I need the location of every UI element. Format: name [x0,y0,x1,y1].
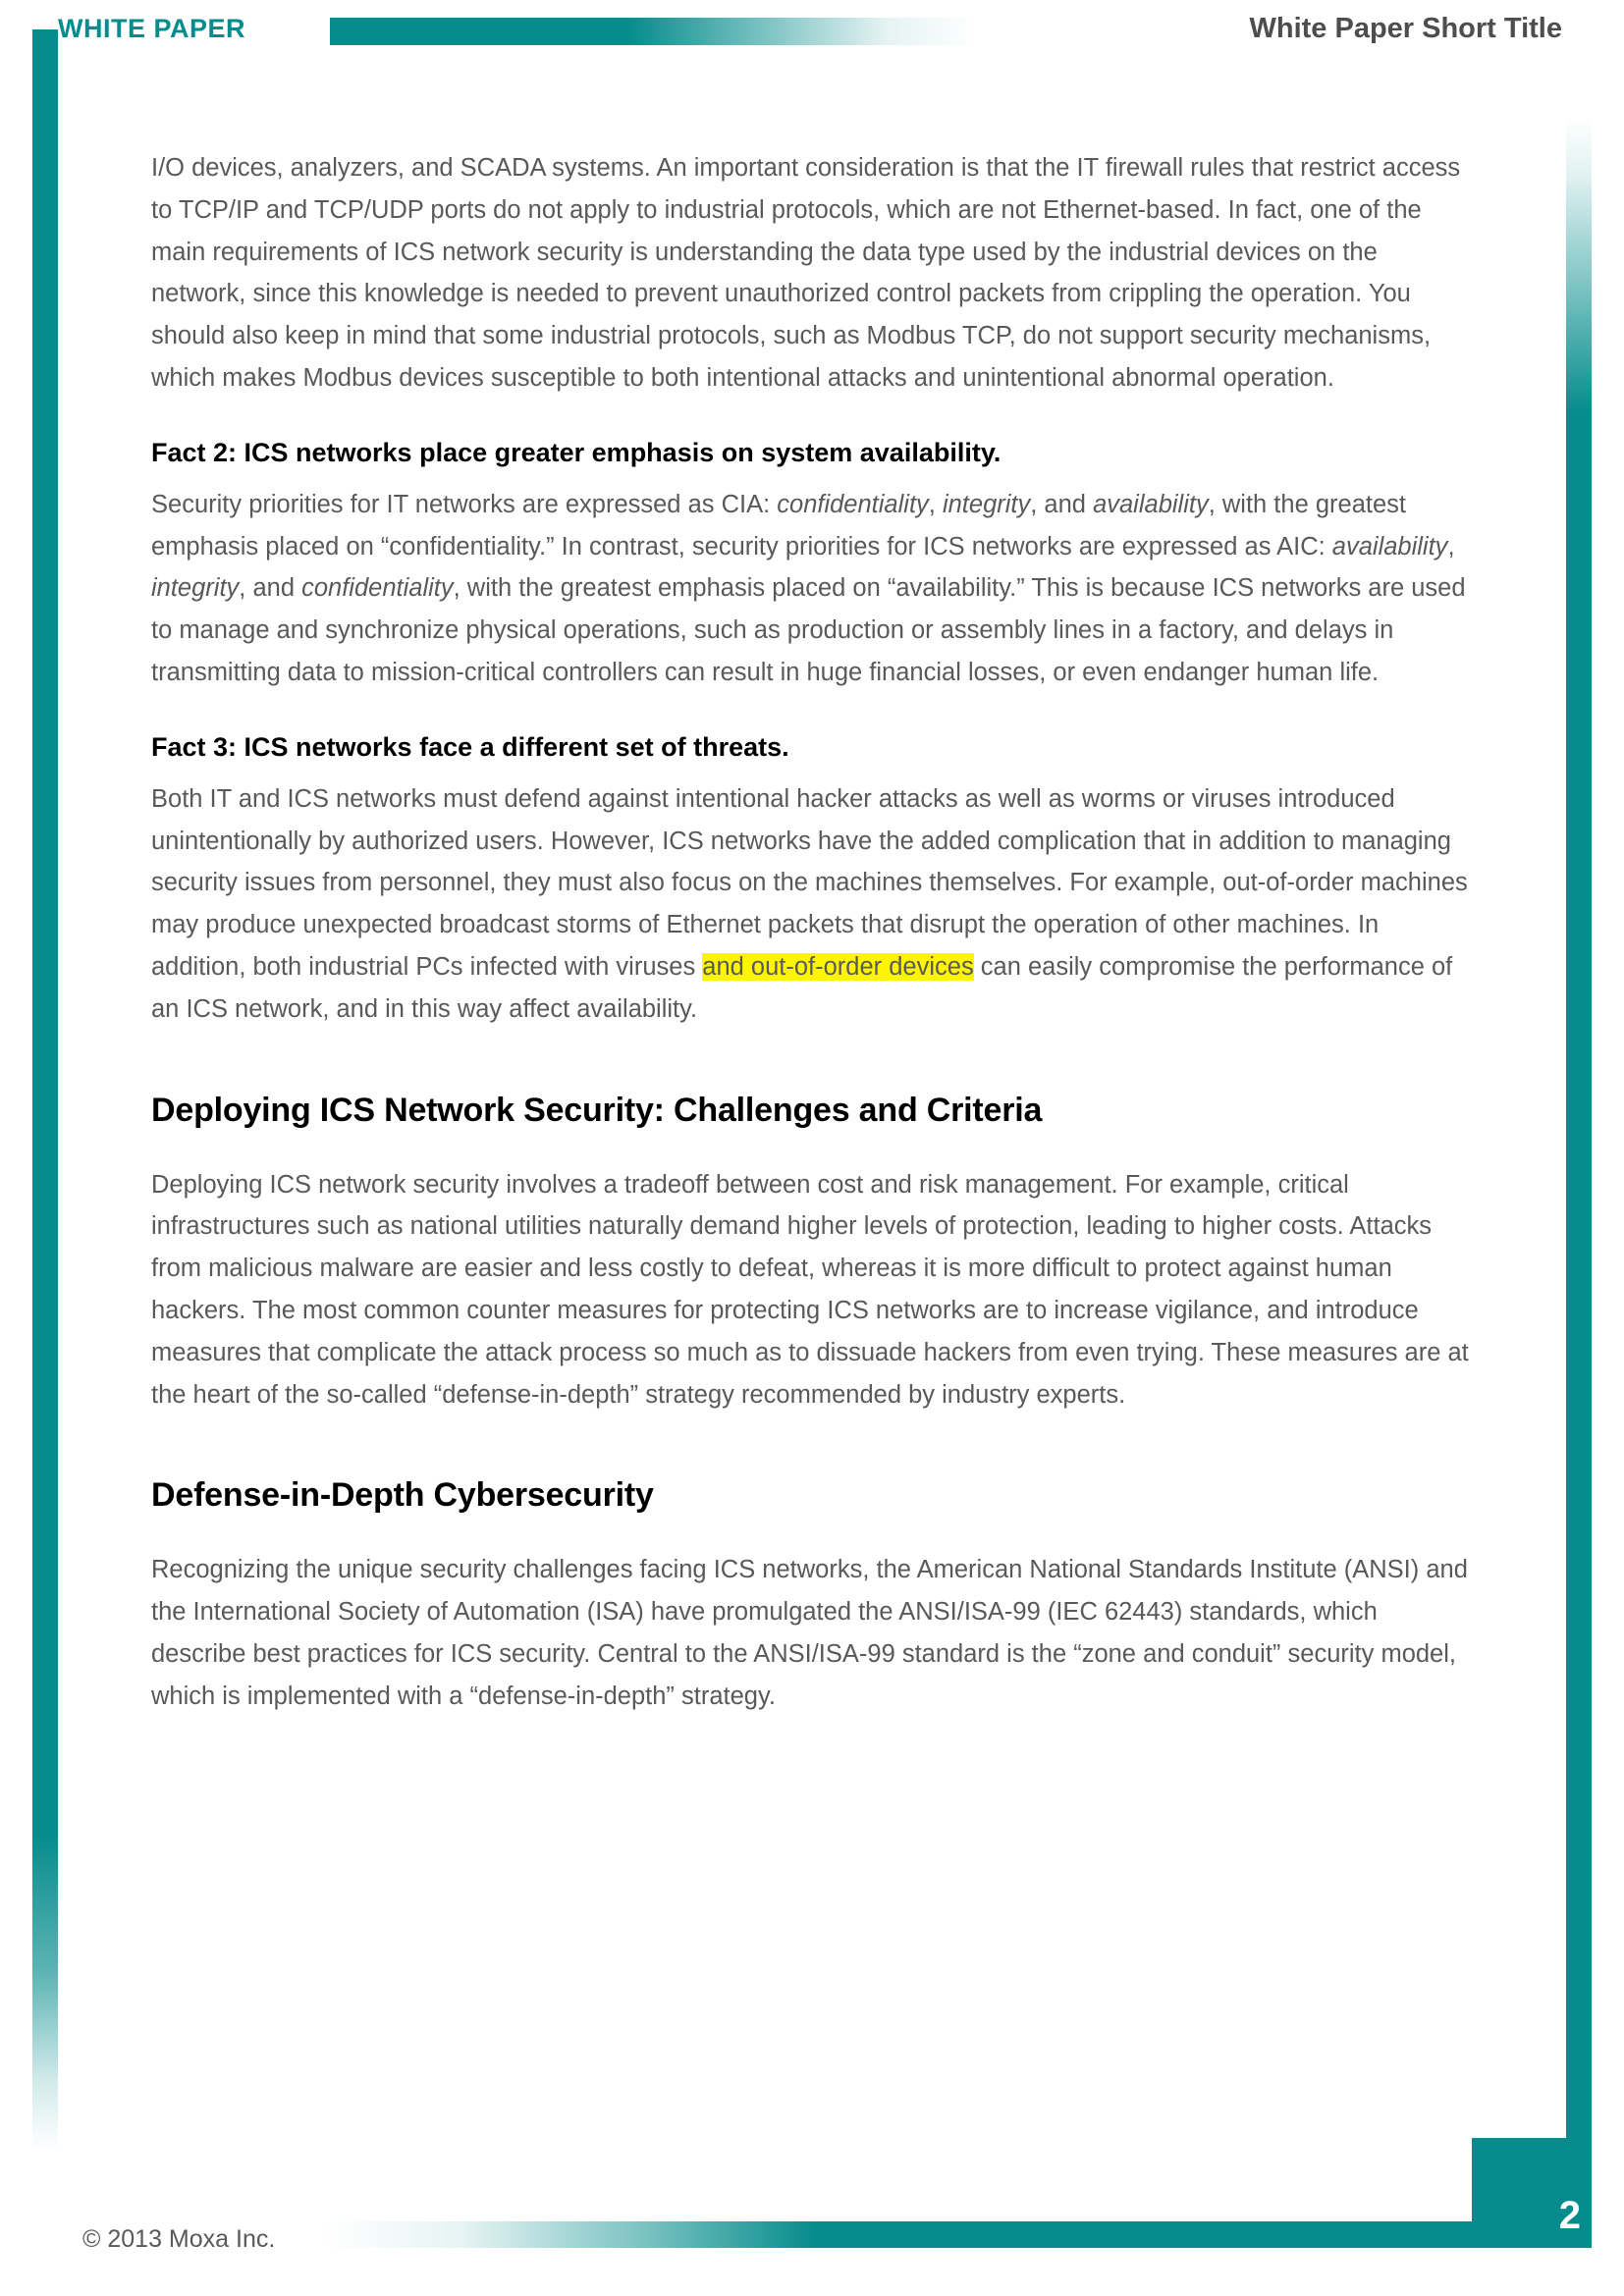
fact2-text-b: , [928,490,943,518]
fact-2-paragraph [151,484,1479,694]
fact2-italic-confidentiality: confidentiality [777,490,929,518]
fact3-text-b: can easily compromise the performance of an ICS network, and in this way affect availability. [151,952,1453,1023]
spacer [151,694,1479,727]
header-gradient-rule [330,18,978,45]
deploying-section-paragraph: Deploying ICS network security involves a tradeoff between cost and risk management. For example, critical infrastructures such as national utilities naturally demand higher levels of protection, leading to higher costs. Attacks from malicious malware are easier and less costly to defeat, whereas it is more difficult to protect against human hackers. The most common counter measures for protecting ICS networks are to increase vigilance, and introduce measures that complicate the attack process so much as to dissuade hackers from even trying. These measures are at the heart of the so-called “defense-in-depth” strategy recommended by industry experts. [151,1170,1469,1409]
fact-3-heading: Fact 3: ICS networks face a different set of threats. [151,731,789,762]
fact3-text-a: Both IT and ICS networks must defend against intentional hacker attacks as well as worms or viruses introduced unintentionally by authorized users. However, ICS networks have the added complication that in addition to managing security issues from personnel, they must also focus on the machines themselves. For example, out-of-order machines may produce unexpected broadcast storms of Ethernet packets that disrupt the operation of other machines. In addition, both industrial PCs infected with viruses [151,784,1468,981]
fact2-text-d: , with the greatest emphasis placed on “confidentiality.” In contrast, security priorities for ICS networks are expressed as AIC: [151,490,1406,561]
fact-3-paragraph [151,778,1479,1031]
footer-copyright: © 2013 Moxa Inc. [82,2225,276,2253]
spacer [151,767,1479,778]
fact2-italic-availability-2: availability [1331,532,1448,561]
spacer [151,400,1479,433]
fact2-italic-integrity: integrity [942,490,1031,518]
fact2-italic-availability: availability [1093,490,1209,518]
fact2-text-f: , and [239,574,302,603]
left-accent-bar [32,29,58,2150]
fact-2-heading: Fact 2: ICS networks place greater emphasis on system availability. [151,437,1001,467]
footer-gradient-rule [324,2221,1492,2248]
fact2-italic-confidentiality-2: confidentiality [301,574,454,603]
fact2-text-c: , and [1030,490,1094,518]
fact2-italic-integrity-2: integrity [151,574,240,603]
intro-paragraph: I/O devices, analyzers, and SCADA systems. An important consideration is that the IT firewall rules that restrict access to TCP/IP and TCP/UDP ports do not apply to industrial protocols, which are not Ethernet-based. In fact, one of the main requirements of ICS network security is understanding the data type used by the industrial devices on the network, since this knowledge is needed to prevent unauthorized control packets from crippling the operation. You should also keep in mind that some industrial protocols, such as Modbus TCP, do not support security mechanisms, which makes Modbus devices susceptible to both intentional attacks and unintentional abnormal operation. [151,154,1461,392]
page-header [0,0,1624,86]
highlighted-phrase: and out-of-order devices [702,952,974,981]
deploying-section-heading: Deploying ICS Network Security: Challenges and Criteria [151,1091,1043,1129]
defense-section-heading: Defense-in-Depth Cybersecurity [151,1476,654,1515]
fact2-text-e: , [1447,532,1455,561]
spacer [151,472,1479,484]
page-number: 2 [1558,2194,1581,2237]
fact2-text-g: , with the greatest emphasis placed on “availability.” This is because ICS networks are used to manage and synchronize physical operations, such as production or assembly lines in a factory, and delays in transmitting data to mission-critical controllers can result in huge financial losses, or even endanger human life. [151,574,1466,686]
header-short-title: White Paper Short Title [1249,13,1562,44]
right-accent-bar [1566,118,1592,2179]
page-content [151,147,1479,1718]
white-paper-label: WHITE PAPER [58,14,246,43]
spacer [151,1031,1479,1088]
defense-section-paragraph: Recognizing the unique security challenges facing ICS networks, the American National Standards Institute (ANSI) and the International Society of Automation (ISA) have promulgated the ANSI/ISA-99 (IEC 62443) standards, which describe best practices for ICS security. Central to the ANSI/ISA-99 standard is the “zone and conduit” security model, which is implemented with a “defense-in-depth” strategy. [151,1556,1468,1710]
spacer [151,1133,1479,1164]
fact2-text-a: Security priorities for IT networks are expressed as CIA: [151,490,778,518]
spacer [151,1518,1479,1549]
spacer [151,1415,1479,1472]
